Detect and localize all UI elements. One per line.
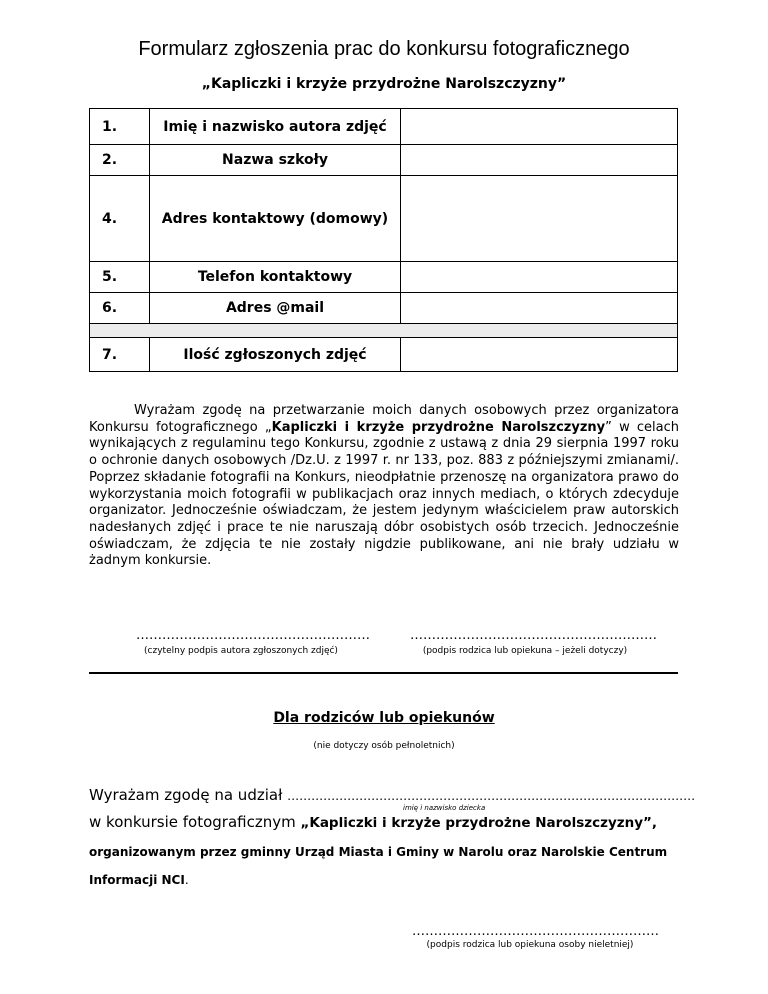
photo-count-field[interactable] [401,338,678,372]
contest-subtitle: „Kapliczki i krzyże przydrożne Narolszczyzny” [201,76,567,92]
parent-signature-line[interactable]: ………………………………………………… [410,628,657,643]
row-number: 2. [90,145,150,176]
contest-suffix: , [651,815,658,831]
child-name-field[interactable]: ………………………………………………………………………………………… [287,789,696,803]
form-title: Formularz zgłoszenia prac do konkursu fotograficznego [138,38,630,60]
form-row-phone [90,262,678,293]
separator-cell [90,324,678,338]
form-row-email [90,293,678,324]
guardian-signature-line[interactable]: ………………………………………………… [412,924,659,939]
entry-form-table [89,108,678,372]
organizer-paragraph [89,838,689,894]
child-name-caption: imię i nazwisko dziecka [403,804,486,812]
contest-line [89,813,657,831]
form-row-photo-count [90,338,678,372]
parent-signature-caption: (podpis rodzica lub opiekuna – jeżeli dotyczy) [422,646,628,656]
row-number: 5. [90,262,150,293]
contest-name-bold: „Kapliczki i krzyże przydrożne Narolszczyzny” [300,815,652,831]
row-label: Imię i nazwisko autora zdjęć [150,109,401,145]
author-signature-line[interactable]: ……………………………………………… [136,628,370,643]
consent-text-start: Wyrażam zgodę na przetwarzanie moich danych osobowych przez organizatora Konkursu fotograficznego „ [89,403,679,435]
section-divider [89,672,678,674]
row-number: 7. [90,338,150,372]
organizer-line-1: organizowanym przez gminny Urząd Miasta i Gminy w Narolu oraz Narolskie Centrum [89,845,668,859]
organizer-line-2: Informacji NCI [89,873,185,887]
address-field[interactable] [401,176,678,262]
form-row-school [90,145,678,176]
organizer-end: . [184,873,189,887]
row-label: Adres kontaktowy (domowy) [150,176,401,262]
row-number: 1. [90,109,150,145]
row-number: 6. [90,293,150,324]
consent-paragraph [89,403,679,570]
author-signature-caption: (czytelny podpis autora zgłoszonych zdjęć) [144,646,338,656]
row-label: Telefon kontaktowy [150,262,401,293]
row-label: Nazwa szkoły [150,145,401,176]
school-name-field[interactable] [401,145,678,176]
email-field[interactable] [401,293,678,324]
parent-consent-line [89,786,695,804]
contest-prefix: w konkursie fotograficznym [89,813,301,831]
parents-section-heading: Dla rodziców lub opiekunów [273,710,495,726]
separator-row [90,324,678,338]
consent-contest-name: Kapliczki i krzyże przydrożne Narolszczyzny [271,419,606,435]
row-label: Adres @mail [150,293,401,324]
row-number: 4. [90,176,150,262]
form-row-address [90,176,678,262]
author-name-field[interactable] [401,109,678,145]
row-label: Ilość zgłoszonych zdjęć [150,338,401,372]
guardian-signature-caption: (podpis rodzica lub opiekuna osoby nieletniej) [426,940,634,950]
phone-field[interactable] [401,262,678,293]
parents-section-note: (nie dotyczy osób pełnoletnich) [313,741,455,751]
agree-text: Wyrażam zgodę na udział [89,786,283,804]
consent-text-rest: ” w celach wynikających z regulaminu tego Konkursu, zgodnie z ustawą z dnia 29 sierpnia 1997 roku o ochronie danych osobowych /Dz.U. z 1997 r. nr 133, poz. 883 z późniejszymi zmianami/. Poprzez składanie fotografii na Konkurs, nieodpłatnie przenoszę na organizatora prawo do wykorzystania moich fotografii w publikacjach oraz innych mediach, o których zdecyduje organizator. Jednocześnie oświadczam, że jestem jedynym właścicielem praw autorskich nadesłanych zdjęć i prace te nie naruszają dóbr osobistych osób trzecich. Jednocześnie oświadczam, że zdjęcia te nie zostały nigdzie publikowane, ani nie brały udziału w żadnym konkursie. [89,419,679,569]
form-row-author [90,109,678,145]
